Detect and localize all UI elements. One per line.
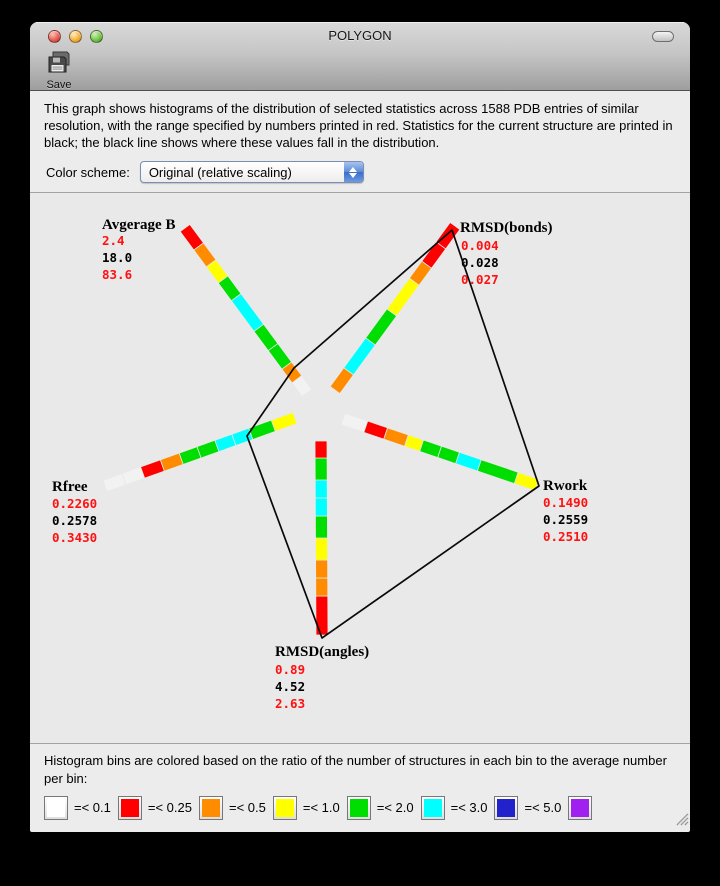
color-scheme-selected-value: Original (relative scaling) — [148, 164, 292, 180]
legend-bin-swatch — [44, 796, 68, 820]
histogram-bin — [231, 294, 263, 332]
histogram-bin — [477, 460, 518, 484]
save-floppy-icon — [46, 51, 72, 78]
legend-bin-swatch — [347, 796, 371, 820]
axis-value: 0.2559 — [543, 512, 589, 528]
axis-value: 0.2260 — [52, 496, 98, 512]
histogram-bin — [249, 421, 276, 440]
axis-label: RMSD(angles) — [275, 644, 370, 661]
color-scheme-label: Color scheme: — [46, 164, 130, 180]
axis-label: Avgerage B — [102, 217, 176, 234]
histogram-bin — [366, 309, 397, 345]
histogram-bin — [141, 460, 165, 478]
window-title: POLYGON — [328, 28, 392, 43]
axis-value: 0.2510 — [543, 529, 589, 545]
color-scheme-row — [30, 157, 690, 192]
legend-bin-label: =< 2.0 — [376, 800, 414, 816]
legend-bin-swatch — [494, 796, 518, 820]
legend-bin-label: =< 0.5 — [228, 800, 266, 816]
histogram-arm — [330, 223, 460, 394]
histogram-bin — [315, 516, 327, 538]
legend-bin-label: =< 0.25 — [147, 800, 192, 816]
legend-bin-label: =< 0.1 — [74, 800, 111, 816]
histogram-bin — [315, 480, 327, 498]
histogram-bin — [271, 413, 297, 432]
axis-value: 0.028 — [461, 255, 499, 271]
toolbar — [30, 50, 690, 90]
toolbar-toggle-button[interactable] — [652, 31, 674, 42]
legend-row — [30, 789, 690, 820]
histogram-bin — [364, 422, 388, 440]
radar-histogram-svg — [30, 193, 690, 743]
histogram-bin — [316, 560, 328, 578]
axis-label: Rwork — [543, 478, 588, 495]
axis-value: 0.004 — [461, 238, 499, 254]
legend-bin-label: =< 5.0 — [524, 800, 562, 816]
histogram-bin — [315, 441, 327, 458]
histogram-bin — [384, 428, 409, 446]
axis-value: 4.52 — [275, 679, 306, 695]
histogram-bin — [315, 458, 327, 480]
popup-stepper-icon — [344, 162, 363, 182]
legend-description: Histogram bins are colored based on the ratio of the number of structures in each bin to the average number per bin: — [44, 753, 667, 786]
resize-grip[interactable] — [674, 811, 689, 831]
histogram-bin — [316, 596, 328, 635]
window-chrome — [30, 22, 690, 91]
legend-bin-swatch — [118, 796, 142, 820]
axis-value: 0.3430 — [52, 530, 98, 546]
description-text: This graph shows histograms of the distribution of selected statistics across 1588 PDB entries of similar resolution, with the range specified by numbers printed in red. Statistics for the current structure are printed in black; the black line shows where these values fall in the distribution. — [30, 91, 690, 157]
axis-value: 2.63 — [275, 696, 306, 712]
polygon-window — [30, 22, 690, 832]
polygon-chart — [30, 192, 690, 744]
legend-bin-swatch — [568, 796, 592, 820]
histogram-bin — [387, 279, 419, 317]
axis-value: 0.2578 — [52, 513, 98, 529]
axis-value: 0.89 — [275, 662, 306, 678]
histogram-bin — [315, 498, 327, 516]
legend-bin-label: =< 1.0 — [302, 800, 340, 816]
axis-value: 2.4 — [102, 233, 125, 249]
titlebar[interactable] — [30, 22, 690, 50]
histogram-bin — [316, 578, 328, 596]
histogram-arm — [341, 414, 539, 491]
histogram-bin — [341, 414, 368, 433]
histogram-bin — [344, 338, 376, 375]
axis-label: Rfree — [52, 479, 88, 496]
axis-value: 18.0 — [102, 250, 133, 266]
legend-bin-swatch — [273, 796, 297, 820]
save-button-label: Save — [46, 79, 72, 91]
color-scheme-select[interactable] — [140, 161, 364, 183]
save-button[interactable] — [46, 51, 72, 91]
histogram-arm — [315, 441, 328, 635]
axis-value: 0.1490 — [543, 495, 589, 511]
legend-bin-label: =< 3.0 — [450, 800, 488, 816]
legend-bin-swatch — [199, 796, 223, 820]
legend-bin-swatch — [421, 796, 445, 820]
histogram-bin — [316, 538, 328, 560]
axis-label: RMSD(bonds) — [460, 220, 553, 237]
axis-value: 83.6 — [102, 267, 133, 283]
histogram-bin — [456, 453, 482, 472]
axis-value: 0.027 — [461, 272, 499, 288]
histogram-arm — [103, 413, 297, 492]
